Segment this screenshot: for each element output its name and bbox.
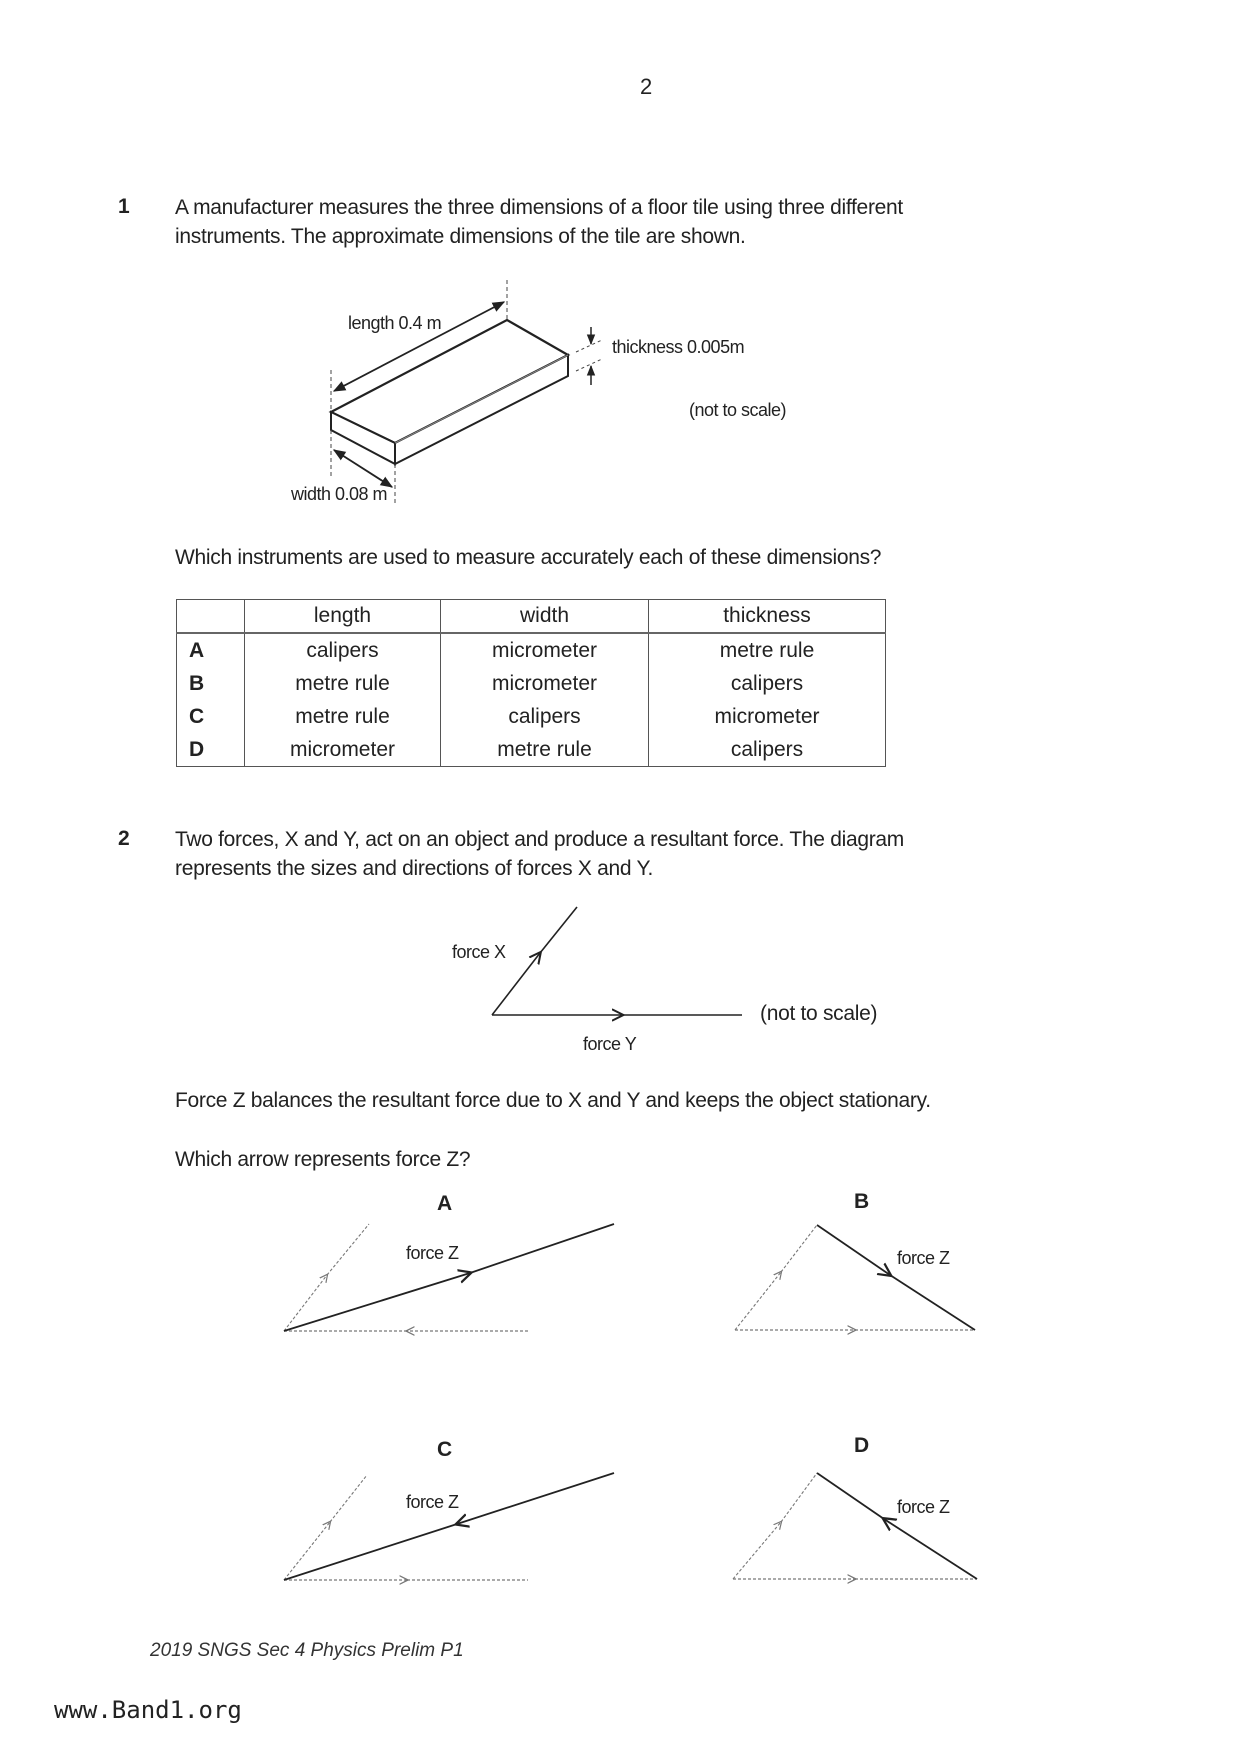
option-d-diagram (733, 1473, 977, 1579)
option-c-force-z-label: force Z (406, 1492, 459, 1512)
cell-width: micrometer (441, 633, 649, 667)
thickness-label: thickness 0.005m (612, 337, 745, 357)
watermark-url: www.Band1.org (54, 1696, 242, 1724)
cell-length: calipers (245, 633, 441, 667)
question-1-prompt: Which instruments are used to measure accurately each of these dimensions? (175, 546, 882, 569)
cell-thickness: calipers (649, 667, 886, 700)
option-c-letter: C (437, 1438, 453, 1461)
length-label: length 0.4 m (348, 313, 442, 333)
header-length: length (245, 600, 441, 634)
question-2-prompt: Which arrow represents force Z? (175, 1148, 471, 1171)
cell-length: metre rule (245, 667, 441, 700)
not-to-scale-note: (not to scale) (689, 400, 787, 420)
option-c-diagram (284, 1473, 614, 1580)
option-a-force-z-label: force Z (406, 1243, 459, 1263)
option-b-diagram (735, 1225, 975, 1330)
question-2-line-1: Two forces, X and Y, act on an object and produce a resultant force. The diagram (175, 828, 904, 851)
width-label: width 0.08 m (291, 484, 388, 504)
question-1-line-2: instruments. The approximate dimensions of the tile are shown. (175, 225, 746, 248)
option-letter: B (177, 667, 245, 700)
cell-length: micrometer (245, 733, 441, 767)
question-2-statement: Force Z balances the resultant force due to X and Y and keeps the object stationary. (175, 1089, 931, 1112)
paper-footer: 2019 SNGS Sec 4 Physics Prelim P1 (150, 1640, 464, 1661)
option-d-force-z-label: force Z (897, 1497, 950, 1517)
header-width: width (441, 600, 649, 634)
option-d-letter: D (854, 1434, 870, 1457)
question-2-number: 2 (118, 827, 130, 850)
cell-length: metre rule (245, 700, 441, 733)
option-a-diagram (284, 1224, 614, 1331)
question-1-line-1: A manufacturer measures the three dimensions of a floor tile using three different (175, 196, 903, 219)
option-a-letter: A (437, 1192, 453, 1215)
question-1-number: 1 (118, 195, 130, 218)
cell-thickness: calipers (649, 733, 886, 767)
not-to-scale-note-2: (not to scale) (760, 1002, 878, 1025)
option-letter: C (177, 700, 245, 733)
cell-width: micrometer (441, 667, 649, 700)
page-number: 2 (640, 74, 653, 99)
cell-thickness: metre rule (649, 633, 886, 667)
option-b-letter: B (854, 1190, 870, 1213)
option-letter: A (177, 633, 245, 667)
option-b-force-z-label: force Z (897, 1248, 950, 1268)
cell-thickness: micrometer (649, 700, 886, 733)
question-2-line-2: represents the sizes and directions of forces X and Y. (175, 857, 653, 880)
force-x-label: force X (452, 942, 506, 962)
option-letter: D (177, 733, 245, 767)
cell-width: metre rule (441, 733, 649, 767)
force-y-label: force Y (583, 1034, 637, 1054)
cell-width: calipers (441, 700, 649, 733)
header-thickness: thickness (649, 600, 886, 634)
